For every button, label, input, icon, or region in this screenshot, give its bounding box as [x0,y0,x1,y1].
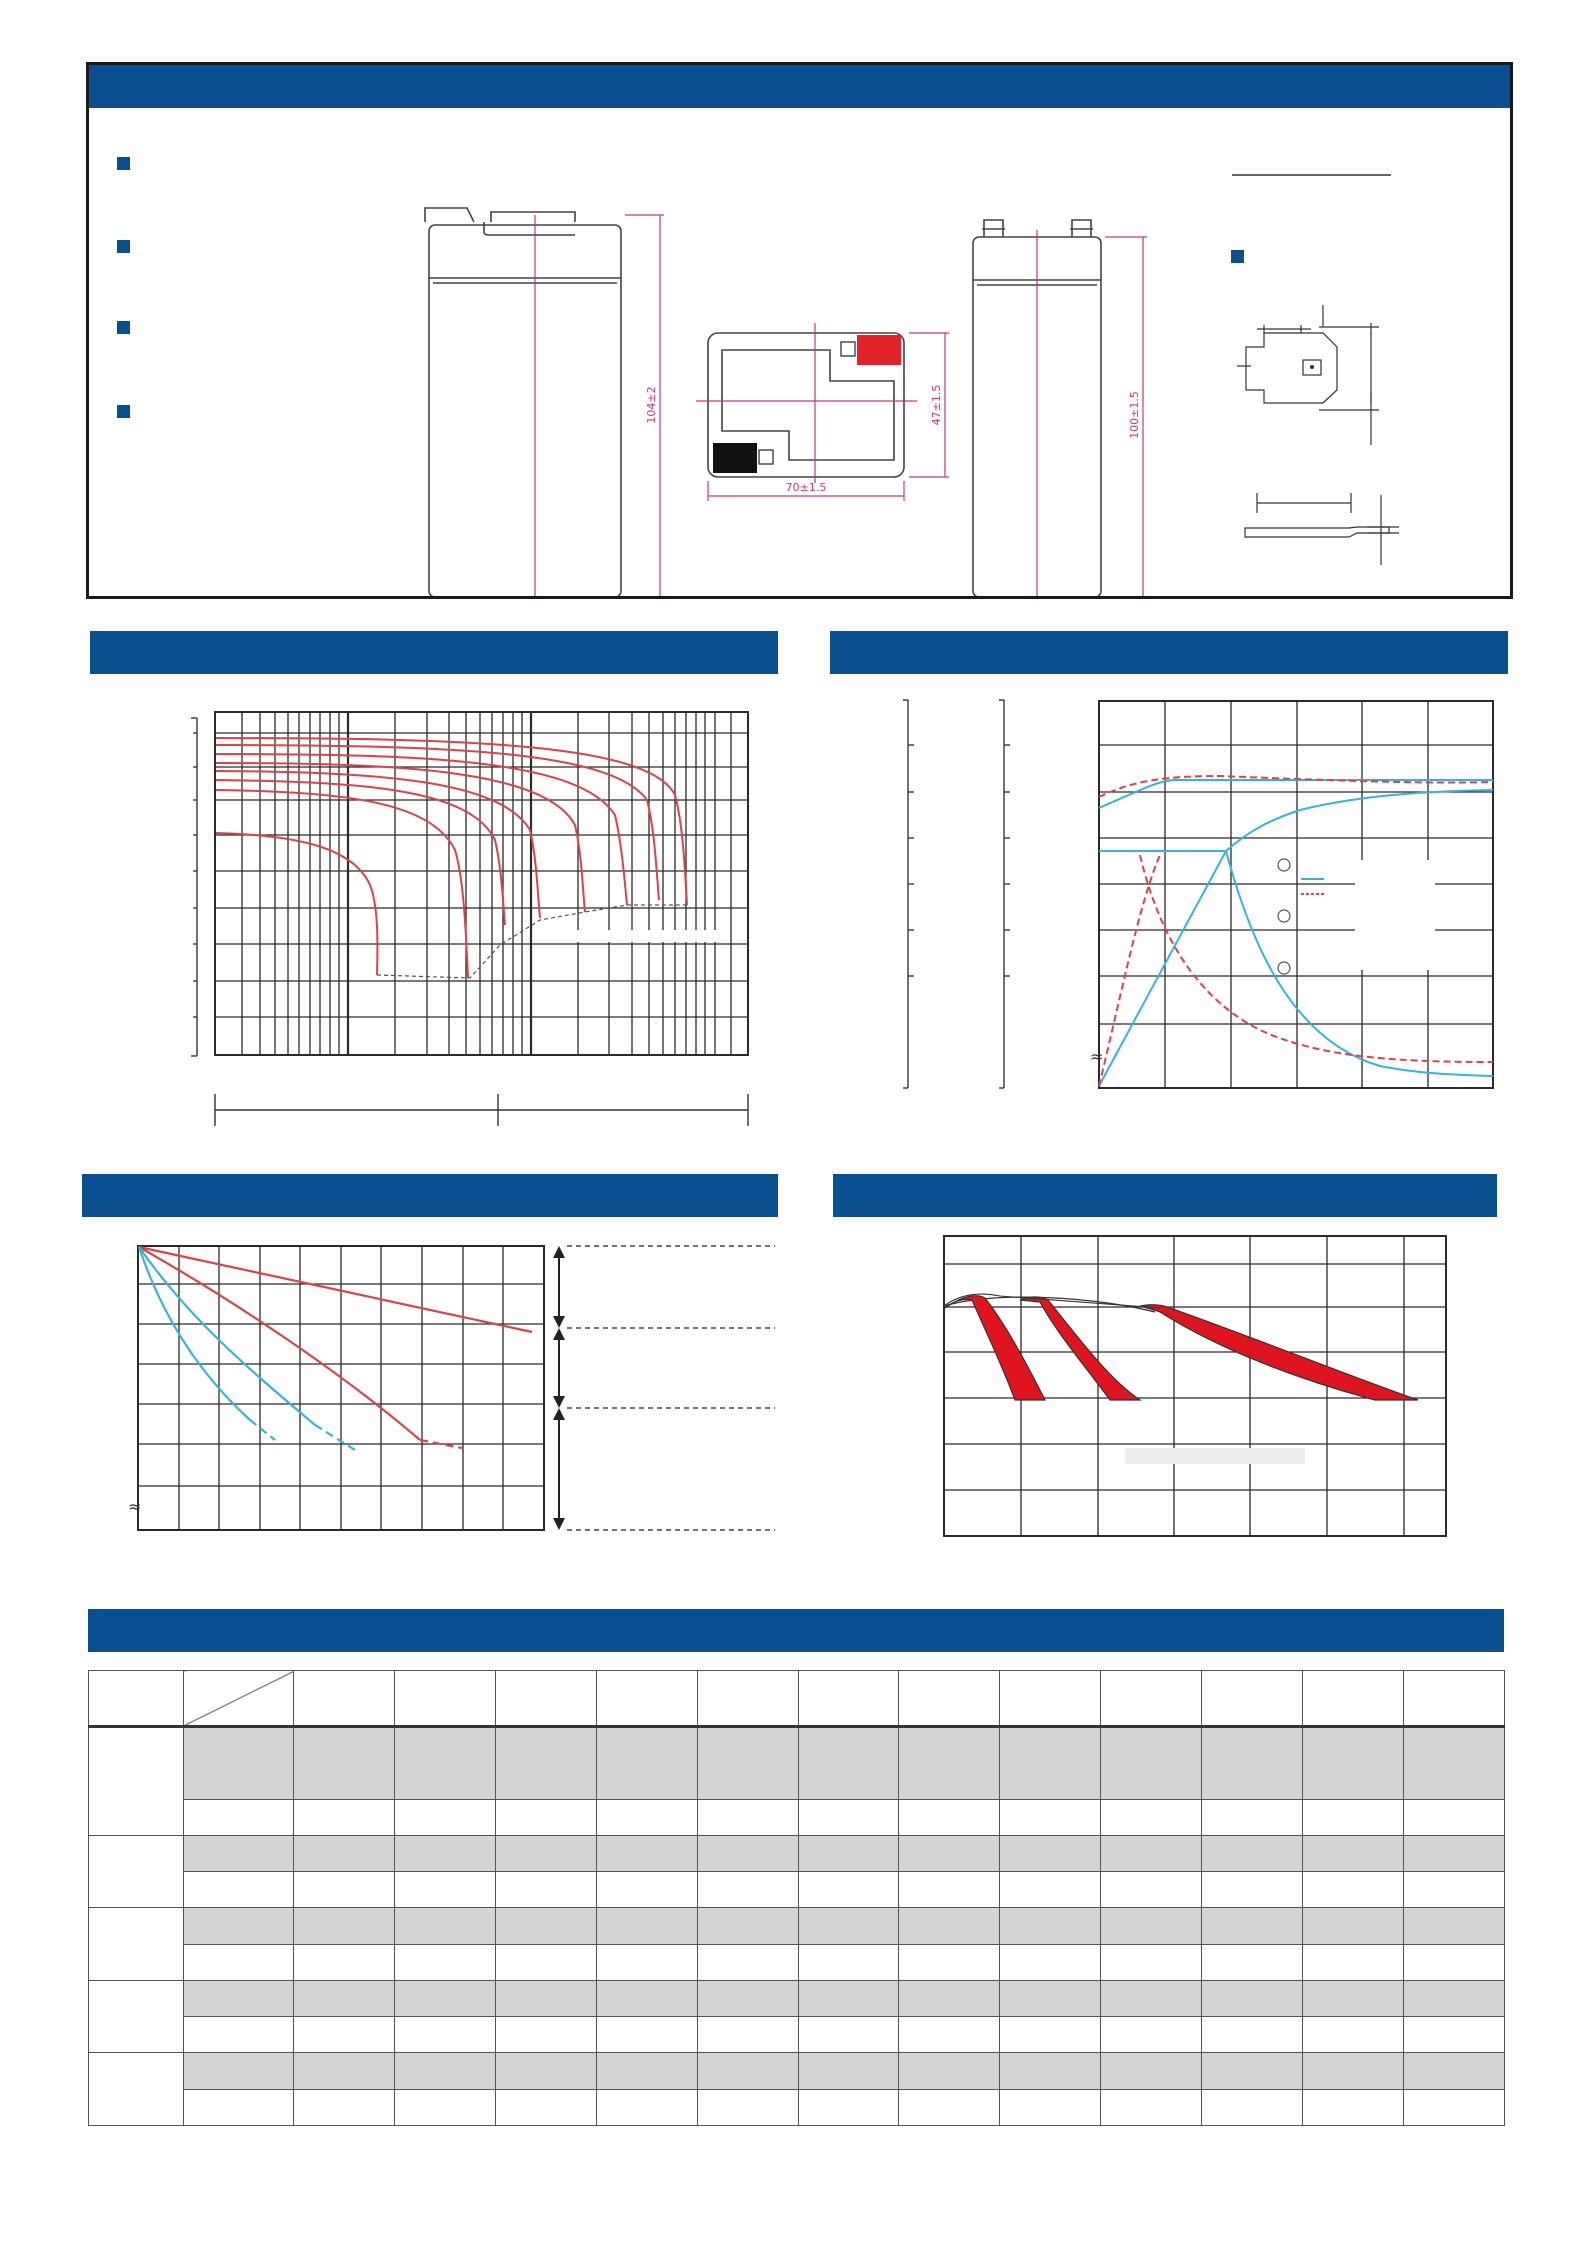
spec-table-header [88,1609,1504,1652]
table-corner [89,1671,184,1727]
table-row [89,1980,1505,2016]
side-height-label: 100±1.5 [1128,391,1141,439]
top-width-label: 70±1.5 [785,481,827,494]
table-row [89,1799,1505,1835]
specification-table [88,1670,1505,2126]
cycle-life-bands [945,1296,1418,1400]
front-height-label: 104±2 [645,386,658,424]
table-row [89,1944,1505,1980]
svg-text:≈: ≈ [1090,1047,1104,1066]
table-diagonal-header [184,1671,294,1727]
table-row [89,1908,1505,1944]
table-row [89,1727,1505,1800]
table-row [89,2017,1505,2053]
table-row [89,2053,1505,2089]
table-row [89,2089,1505,2125]
table-row [89,1872,1505,1908]
top-depth-label: 47±1.5 [930,384,943,426]
table-row [89,1835,1505,1871]
svg-text:≈: ≈ [128,1497,142,1516]
